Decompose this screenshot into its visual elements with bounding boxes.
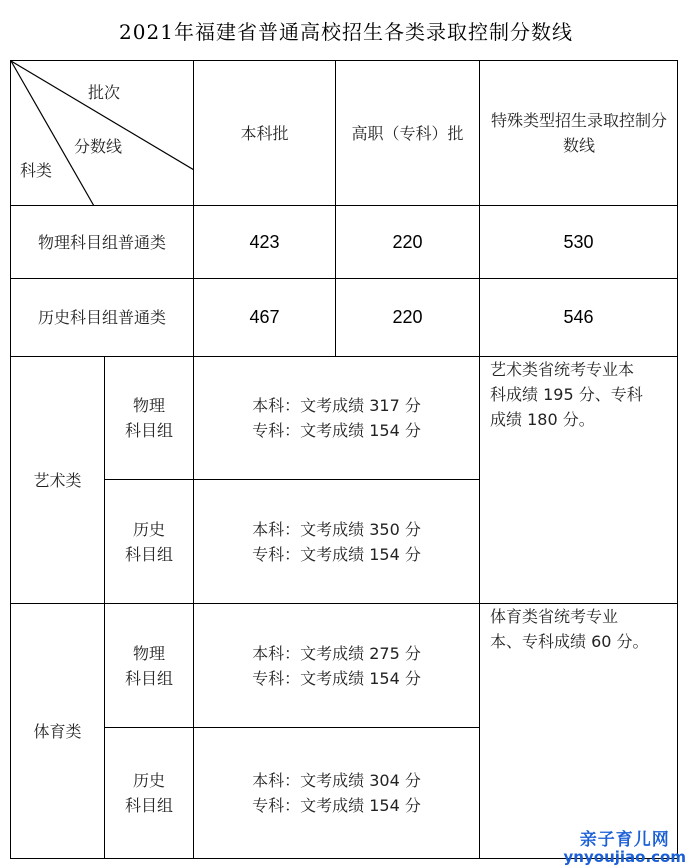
watermark-name: 亲子育儿网 [579, 830, 670, 850]
divider [677, 60, 678, 858]
column-header-vocational: 高职（专科）批 [351, 123, 464, 143]
watermark-url: ynyoujiao.com [563, 848, 686, 866]
header-label-score: 分数线 [74, 137, 123, 156]
score-special: 530 [563, 231, 594, 252]
sports-special-note: 体育类省统考专业 本、专科成绩 60 分。 [490, 607, 649, 651]
art-history-scores: 本科：文考成绩 350 分 专科：文考成绩 154 分 [252, 519, 421, 564]
row-category-history-general: 历史科目组普通类 [37, 308, 166, 327]
divider [479, 60, 480, 858]
score-special: 546 [563, 307, 594, 327]
score-undergrad: 467 [249, 307, 280, 327]
row-category-art: 艺术类 [33, 470, 82, 490]
score-vocational: 220 [392, 231, 423, 252]
subject-group-history: 历史 科目组 [124, 771, 173, 815]
art-physics-scores: 本科：文考成绩 317 分 专科：文考成绩 154 分 [252, 396, 421, 440]
header-label-batch: 批次 [88, 83, 121, 102]
watermark [564, 832, 686, 866]
header-label-category: 科类 [20, 161, 53, 180]
art-special-note: 艺术类省统考专业本 科成绩 195 分、专科 成绩 180 分。 [490, 360, 643, 429]
subject-group-history: 历史 科目组 [124, 519, 173, 564]
subject-group-physics: 物理 科目组 [124, 643, 173, 688]
row-category-physics-general: 物理科目组普通类 [37, 232, 166, 252]
sports-physics-scores: 本科：文考成绩 275 分 专科：文考成绩 154 分 [252, 643, 421, 688]
column-header-undergrad: 本科批 [240, 123, 289, 143]
sports-history-scores: 本科：文考成绩 304 分 专科：文考成绩 154 分 [252, 771, 421, 815]
row-category-sports: 体育类 [33, 721, 82, 741]
column-header-special [488, 61, 670, 205]
subject-group-physics: 物理 科目组 [124, 396, 173, 440]
column-header-special-text: 特殊类型招生录取控制分数线 [490, 111, 667, 155]
score-vocational: 220 [392, 307, 423, 327]
page-title: 2021年福建省普通高校招生各类录取控制分数线 [119, 20, 573, 44]
score-undergrad: 423 [249, 231, 280, 252]
